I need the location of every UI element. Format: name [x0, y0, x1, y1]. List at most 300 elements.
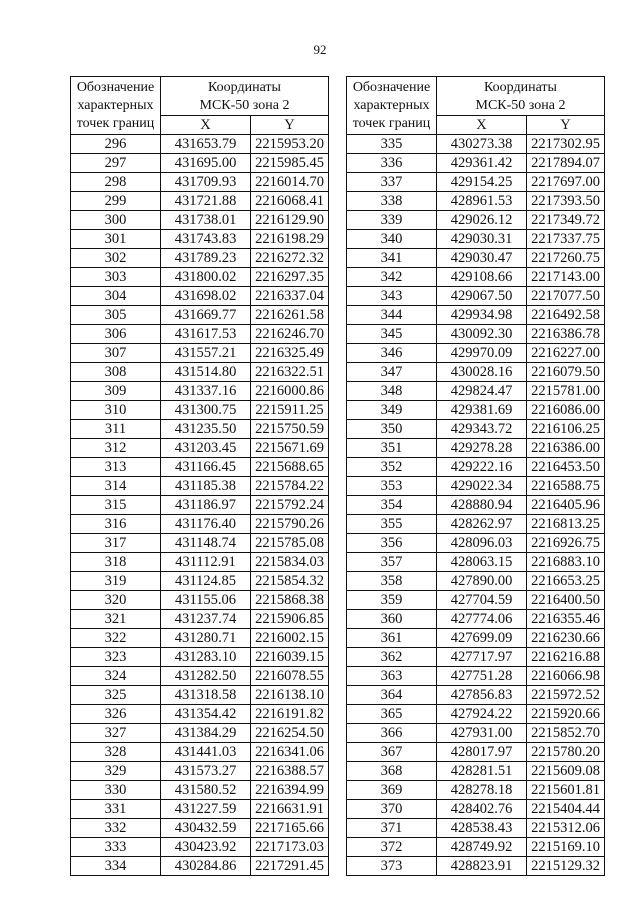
table-row — [347, 173, 605, 192]
y-coordinate-cell: 2216653.25 — [527, 572, 605, 591]
x-coordinate-cell: 427931.00 — [437, 724, 527, 743]
point-id-cell: 298 — [71, 173, 161, 192]
header-coordinates-title — [437, 77, 605, 116]
point-id-cell: 332 — [71, 819, 161, 838]
table-row — [71, 496, 329, 515]
table-row — [347, 800, 605, 819]
table-row — [347, 211, 605, 230]
y-coordinate-cell: 2215972.52 — [527, 686, 605, 705]
y-coordinate-cell: 2215854.32 — [251, 572, 329, 591]
point-id-cell: 309 — [71, 382, 161, 401]
x-coordinate-cell: 431695.00 — [161, 154, 251, 173]
header-coordinates-title — [161, 77, 329, 116]
table-row — [71, 686, 329, 705]
x-coordinate-cell: 431384.29 — [161, 724, 251, 743]
y-coordinate-cell: 2216246.70 — [251, 325, 329, 344]
x-coordinate-cell: 429022.34 — [437, 477, 527, 496]
y-coordinate-cell: 2215781.00 — [527, 382, 605, 401]
table-row — [347, 420, 605, 439]
x-coordinate-cell: 429030.47 — [437, 249, 527, 268]
table-row — [71, 477, 329, 496]
y-coordinate-cell: 2216272.32 — [251, 249, 329, 268]
table-row — [347, 610, 605, 629]
x-coordinate-cell: 428823.91 — [437, 857, 527, 876]
y-coordinate-cell: 2215852.70 — [527, 724, 605, 743]
table-row — [347, 135, 605, 154]
x-coordinate-cell: 431441.03 — [161, 743, 251, 762]
header-label-line: точек границ — [352, 116, 431, 131]
point-id-cell: 326 — [71, 705, 161, 724]
x-coordinate-cell: 427856.83 — [437, 686, 527, 705]
x-coordinate-cell: 431235.50 — [161, 420, 251, 439]
table-row — [71, 572, 329, 591]
x-coordinate-cell: 428880.94 — [437, 496, 527, 515]
table-row — [71, 553, 329, 572]
y-coordinate-cell: 2216002.15 — [251, 629, 329, 648]
table-row — [71, 306, 329, 325]
point-id-cell: 330 — [71, 781, 161, 800]
x-coordinate-cell: 429030.31 — [437, 230, 527, 249]
coordinates-table-left — [70, 76, 329, 876]
point-id-cell: 336 — [347, 154, 437, 173]
point-id-cell: 328 — [71, 743, 161, 762]
point-id-cell: 331 — [71, 800, 161, 819]
point-id-cell: 327 — [71, 724, 161, 743]
point-id-cell: 357 — [347, 553, 437, 572]
x-coordinate-cell: 431237.74 — [161, 610, 251, 629]
x-coordinate-cell: 431203.45 — [161, 439, 251, 458]
x-coordinate-cell: 428402.76 — [437, 800, 527, 819]
table-row — [347, 686, 605, 705]
point-id-cell: 366 — [347, 724, 437, 743]
y-coordinate-cell: 2217337.75 — [527, 230, 605, 249]
table-row — [347, 629, 605, 648]
y-coordinate-cell: 2215906.85 — [251, 610, 329, 629]
x-coordinate-cell: 431789.23 — [161, 249, 251, 268]
y-coordinate-cell: 2216106.25 — [527, 420, 605, 439]
x-coordinate-cell: 431112.91 — [161, 553, 251, 572]
table-row — [347, 534, 605, 553]
point-id-cell: 322 — [71, 629, 161, 648]
header-label-line: точек границ — [76, 116, 155, 131]
point-id-cell: 310 — [71, 401, 161, 420]
point-id-cell: 324 — [71, 667, 161, 686]
point-id-cell: 335 — [347, 135, 437, 154]
y-coordinate-cell: 2216039.15 — [251, 648, 329, 667]
y-coordinate-cell: 2215868.38 — [251, 591, 329, 610]
y-coordinate-cell: 2215953.20 — [251, 135, 329, 154]
table-row — [347, 553, 605, 572]
table-row — [71, 192, 329, 211]
table-row — [347, 306, 605, 325]
y-coordinate-cell: 2216453.50 — [527, 458, 605, 477]
x-coordinate-cell: 431318.58 — [161, 686, 251, 705]
table-row — [71, 249, 329, 268]
y-coordinate-cell: 2217077.50 — [527, 287, 605, 306]
x-coordinate-cell: 431300.75 — [161, 401, 251, 420]
table-row — [347, 477, 605, 496]
y-coordinate-cell: 2215920.66 — [527, 705, 605, 724]
y-coordinate-cell: 2215688.65 — [251, 458, 329, 477]
table-row — [347, 743, 605, 762]
table-row — [347, 325, 605, 344]
x-coordinate-cell: 429934.98 — [437, 306, 527, 325]
x-coordinate-cell: 429067.50 — [437, 287, 527, 306]
header-label-line: характерных — [353, 98, 430, 113]
table-row — [71, 781, 329, 800]
y-coordinate-cell: 2216588.75 — [527, 477, 605, 496]
point-id-cell: 345 — [347, 325, 437, 344]
table-row — [71, 610, 329, 629]
point-id-cell: 299 — [71, 192, 161, 211]
y-coordinate-cell: 2216086.00 — [527, 401, 605, 420]
header-label-line: Обозначение — [76, 80, 155, 95]
y-coordinate-cell: 2215404.44 — [527, 800, 605, 819]
y-coordinate-cell: 2215785.08 — [251, 534, 329, 553]
table-row — [71, 382, 329, 401]
point-id-cell: 358 — [347, 572, 437, 591]
point-id-cell: 313 — [71, 458, 161, 477]
x-coordinate-cell: 431337.16 — [161, 382, 251, 401]
x-coordinate-cell: 428281.51 — [437, 762, 527, 781]
y-coordinate-cell: 2217143.00 — [527, 268, 605, 287]
x-coordinate-cell: 427890.00 — [437, 572, 527, 591]
x-coordinate-cell: 431617.53 — [161, 325, 251, 344]
y-coordinate-cell: 2216014.70 — [251, 173, 329, 192]
y-coordinate-cell: 2215609.08 — [527, 762, 605, 781]
point-id-cell: 352 — [347, 458, 437, 477]
point-id-cell: 300 — [71, 211, 161, 230]
table-row — [71, 591, 329, 610]
y-coordinate-cell: 2216322.51 — [251, 363, 329, 382]
y-coordinate-cell: 2217894.07 — [527, 154, 605, 173]
y-coordinate-cell: 2216254.50 — [251, 724, 329, 743]
y-coordinate-cell: 2216813.25 — [527, 515, 605, 534]
coordinates-table-right — [346, 76, 605, 876]
table-row — [71, 838, 329, 857]
x-coordinate-cell: 431800.02 — [161, 268, 251, 287]
point-id-cell: 364 — [347, 686, 437, 705]
table-row — [71, 819, 329, 838]
point-id-cell: 340 — [347, 230, 437, 249]
y-coordinate-cell: 2216386.00 — [527, 439, 605, 458]
x-coordinate-cell: 428063.15 — [437, 553, 527, 572]
point-id-cell: 372 — [347, 838, 437, 857]
table-row — [71, 458, 329, 477]
x-coordinate-cell: 431282.50 — [161, 667, 251, 686]
x-coordinate-cell: 429154.25 — [437, 173, 527, 192]
table-row — [347, 154, 605, 173]
table-row — [347, 705, 605, 724]
x-coordinate-cell: 431280.71 — [161, 629, 251, 648]
y-coordinate-cell: 2216405.96 — [527, 496, 605, 515]
x-coordinate-cell: 429343.72 — [437, 420, 527, 439]
x-coordinate-cell: 429278.28 — [437, 439, 527, 458]
point-id-cell: 307 — [71, 344, 161, 363]
y-coordinate-cell: 2216191.82 — [251, 705, 329, 724]
y-coordinate-cell: 2216400.50 — [527, 591, 605, 610]
y-coordinate-cell: 2216631.91 — [251, 800, 329, 819]
table-body-right — [347, 135, 605, 876]
table-row — [71, 325, 329, 344]
table-row — [71, 648, 329, 667]
point-id-cell: 354 — [347, 496, 437, 515]
point-id-cell: 305 — [71, 306, 161, 325]
y-coordinate-cell: 2216216.88 — [527, 648, 605, 667]
x-coordinate-cell: 428017.97 — [437, 743, 527, 762]
table-row — [71, 762, 329, 781]
y-coordinate-cell: 2217349.72 — [527, 211, 605, 230]
x-coordinate-cell: 431354.42 — [161, 705, 251, 724]
y-coordinate-cell: 2216297.35 — [251, 268, 329, 287]
x-coordinate-cell: 431721.88 — [161, 192, 251, 211]
header-label-line: Обозначение — [352, 80, 431, 95]
y-coordinate-cell: 2216883.10 — [527, 553, 605, 572]
y-coordinate-cell: 2216394.99 — [251, 781, 329, 800]
header-title-line: Координаты — [208, 80, 281, 95]
y-coordinate-cell: 2216079.50 — [527, 363, 605, 382]
y-coordinate-cell: 2217260.75 — [527, 249, 605, 268]
y-coordinate-cell: 2216066.98 — [527, 667, 605, 686]
y-coordinate-cell: 2216388.57 — [251, 762, 329, 781]
point-id-cell: 321 — [71, 610, 161, 629]
header-x: X — [161, 116, 251, 135]
point-id-cell: 350 — [347, 420, 437, 439]
y-coordinate-cell: 2215911.25 — [251, 401, 329, 420]
x-coordinate-cell: 431176.40 — [161, 515, 251, 534]
x-coordinate-cell: 430432.59 — [161, 819, 251, 838]
table-row — [71, 724, 329, 743]
table-row — [71, 173, 329, 192]
point-id-cell: 368 — [347, 762, 437, 781]
x-coordinate-cell: 428961.53 — [437, 192, 527, 211]
point-id-cell: 355 — [347, 515, 437, 534]
x-coordinate-cell: 431653.79 — [161, 135, 251, 154]
x-coordinate-cell: 427924.22 — [437, 705, 527, 724]
y-coordinate-cell: 2215792.24 — [251, 496, 329, 515]
table-row — [71, 667, 329, 686]
y-coordinate-cell: 2216492.58 — [527, 306, 605, 325]
point-id-cell: 356 — [347, 534, 437, 553]
point-id-cell: 325 — [71, 686, 161, 705]
point-id-cell: 317 — [71, 534, 161, 553]
point-id-cell: 341 — [347, 249, 437, 268]
point-id-cell: 334 — [71, 857, 161, 876]
x-coordinate-cell: 429222.16 — [437, 458, 527, 477]
x-coordinate-cell: 431155.06 — [161, 591, 251, 610]
y-coordinate-cell: 2216261.58 — [251, 306, 329, 325]
header-point-label — [71, 77, 161, 135]
point-id-cell: 363 — [347, 667, 437, 686]
point-id-cell: 369 — [347, 781, 437, 800]
table-row — [347, 724, 605, 743]
table-row — [347, 401, 605, 420]
y-coordinate-cell: 2215129.32 — [527, 857, 605, 876]
table-row — [71, 534, 329, 553]
x-coordinate-cell: 429381.69 — [437, 401, 527, 420]
point-id-cell: 365 — [347, 705, 437, 724]
point-id-cell: 306 — [71, 325, 161, 344]
table-row — [347, 762, 605, 781]
x-coordinate-cell: 430273.38 — [437, 135, 527, 154]
x-coordinate-cell: 431580.52 — [161, 781, 251, 800]
point-id-cell: 316 — [71, 515, 161, 534]
point-id-cell: 343 — [347, 287, 437, 306]
x-coordinate-cell: 429361.42 — [437, 154, 527, 173]
x-coordinate-cell: 431283.10 — [161, 648, 251, 667]
table-row — [347, 648, 605, 667]
table-row — [71, 135, 329, 154]
x-coordinate-cell: 429026.12 — [437, 211, 527, 230]
point-id-cell: 344 — [347, 306, 437, 325]
point-id-cell: 297 — [71, 154, 161, 173]
table-row — [347, 344, 605, 363]
table-row — [347, 515, 605, 534]
table-row — [71, 230, 329, 249]
x-coordinate-cell: 430423.92 — [161, 838, 251, 857]
x-coordinate-cell: 430284.86 — [161, 857, 251, 876]
x-coordinate-cell: 430028.16 — [437, 363, 527, 382]
header-y: Y — [251, 116, 329, 135]
x-coordinate-cell: 431738.01 — [161, 211, 251, 230]
point-id-cell: 296 — [71, 135, 161, 154]
x-coordinate-cell: 431186.97 — [161, 496, 251, 515]
point-id-cell: 348 — [347, 382, 437, 401]
table-row — [347, 268, 605, 287]
table-row — [71, 439, 329, 458]
x-coordinate-cell: 427699.09 — [437, 629, 527, 648]
table-row — [71, 154, 329, 173]
x-coordinate-cell: 428278.18 — [437, 781, 527, 800]
point-id-cell: 353 — [347, 477, 437, 496]
x-coordinate-cell: 427704.59 — [437, 591, 527, 610]
point-id-cell: 370 — [347, 800, 437, 819]
point-id-cell: 342 — [347, 268, 437, 287]
x-coordinate-cell: 431743.83 — [161, 230, 251, 249]
point-id-cell: 338 — [347, 192, 437, 211]
y-coordinate-cell: 2215834.03 — [251, 553, 329, 572]
point-id-cell: 315 — [71, 496, 161, 515]
point-id-cell: 361 — [347, 629, 437, 648]
y-coordinate-cell: 2216355.46 — [527, 610, 605, 629]
table-row — [71, 211, 329, 230]
table-row — [71, 287, 329, 306]
y-coordinate-cell: 2215601.81 — [527, 781, 605, 800]
header-point-label — [347, 77, 437, 135]
point-id-cell: 319 — [71, 572, 161, 591]
y-coordinate-cell: 2215312.06 — [527, 819, 605, 838]
table-row — [71, 705, 329, 724]
y-coordinate-cell: 2216341.06 — [251, 743, 329, 762]
table-row — [347, 838, 605, 857]
table-row — [347, 781, 605, 800]
y-coordinate-cell: 2216926.75 — [527, 534, 605, 553]
x-coordinate-cell: 429108.66 — [437, 268, 527, 287]
y-coordinate-cell: 2217165.66 — [251, 819, 329, 838]
y-coordinate-cell: 2217393.50 — [527, 192, 605, 211]
x-coordinate-cell: 431669.77 — [161, 306, 251, 325]
table-row — [347, 572, 605, 591]
table-row — [347, 249, 605, 268]
x-coordinate-cell: 428749.92 — [437, 838, 527, 857]
y-coordinate-cell: 2216000.86 — [251, 382, 329, 401]
table-row — [347, 287, 605, 306]
table-row — [347, 458, 605, 477]
point-id-cell: 351 — [347, 439, 437, 458]
table-row — [71, 857, 329, 876]
table-row — [347, 382, 605, 401]
y-coordinate-cell: 2216337.04 — [251, 287, 329, 306]
point-id-cell: 302 — [71, 249, 161, 268]
y-coordinate-cell: 2215750.59 — [251, 420, 329, 439]
table-row — [71, 743, 329, 762]
x-coordinate-cell: 431124.85 — [161, 572, 251, 591]
y-coordinate-cell: 2216325.49 — [251, 344, 329, 363]
point-id-cell: 371 — [347, 819, 437, 838]
x-coordinate-cell: 431185.38 — [161, 477, 251, 496]
y-coordinate-cell: 2216138.10 — [251, 686, 329, 705]
point-id-cell: 346 — [347, 344, 437, 363]
y-coordinate-cell: 2216129.90 — [251, 211, 329, 230]
point-id-cell: 312 — [71, 439, 161, 458]
table-row — [347, 819, 605, 838]
y-coordinate-cell: 2215790.26 — [251, 515, 329, 534]
y-coordinate-cell: 2215780.20 — [527, 743, 605, 762]
point-id-cell: 362 — [347, 648, 437, 667]
table-row — [71, 344, 329, 363]
x-coordinate-cell: 429970.09 — [437, 344, 527, 363]
point-id-cell: 329 — [71, 762, 161, 781]
x-coordinate-cell: 429824.47 — [437, 382, 527, 401]
table-row — [347, 363, 605, 382]
table-row — [71, 420, 329, 439]
y-coordinate-cell: 2217173.03 — [251, 838, 329, 857]
table-row — [347, 591, 605, 610]
y-coordinate-cell: 2215784.22 — [251, 477, 329, 496]
point-id-cell: 359 — [347, 591, 437, 610]
table-row — [347, 667, 605, 686]
point-id-cell: 320 — [71, 591, 161, 610]
x-coordinate-cell: 427774.06 — [437, 610, 527, 629]
y-coordinate-cell: 2216230.66 — [527, 629, 605, 648]
header-title-line: МСК-50 зона 2 — [199, 98, 290, 113]
page-number: 92 — [313, 42, 327, 57]
x-coordinate-cell: 431557.21 — [161, 344, 251, 363]
header-title-line: МСК-50 зона 2 — [475, 98, 566, 113]
point-id-cell: 337 — [347, 173, 437, 192]
point-id-cell: 304 — [71, 287, 161, 306]
x-coordinate-cell: 431514.80 — [161, 363, 251, 382]
point-id-cell: 347 — [347, 363, 437, 382]
point-id-cell: 339 — [347, 211, 437, 230]
x-coordinate-cell: 431148.74 — [161, 534, 251, 553]
point-id-cell: 360 — [347, 610, 437, 629]
table-row — [347, 496, 605, 515]
table-row — [71, 363, 329, 382]
point-id-cell: 373 — [347, 857, 437, 876]
y-coordinate-cell: 2216068.41 — [251, 192, 329, 211]
point-id-cell: 323 — [71, 648, 161, 667]
x-coordinate-cell: 430092.30 — [437, 325, 527, 344]
table-row — [71, 515, 329, 534]
x-coordinate-cell: 431166.45 — [161, 458, 251, 477]
y-coordinate-cell: 2216078.55 — [251, 667, 329, 686]
y-coordinate-cell: 2216227.00 — [527, 344, 605, 363]
table-row — [347, 230, 605, 249]
x-coordinate-cell: 431698.02 — [161, 287, 251, 306]
header-label-line: характерных — [77, 98, 154, 113]
y-coordinate-cell: 2217697.00 — [527, 173, 605, 192]
